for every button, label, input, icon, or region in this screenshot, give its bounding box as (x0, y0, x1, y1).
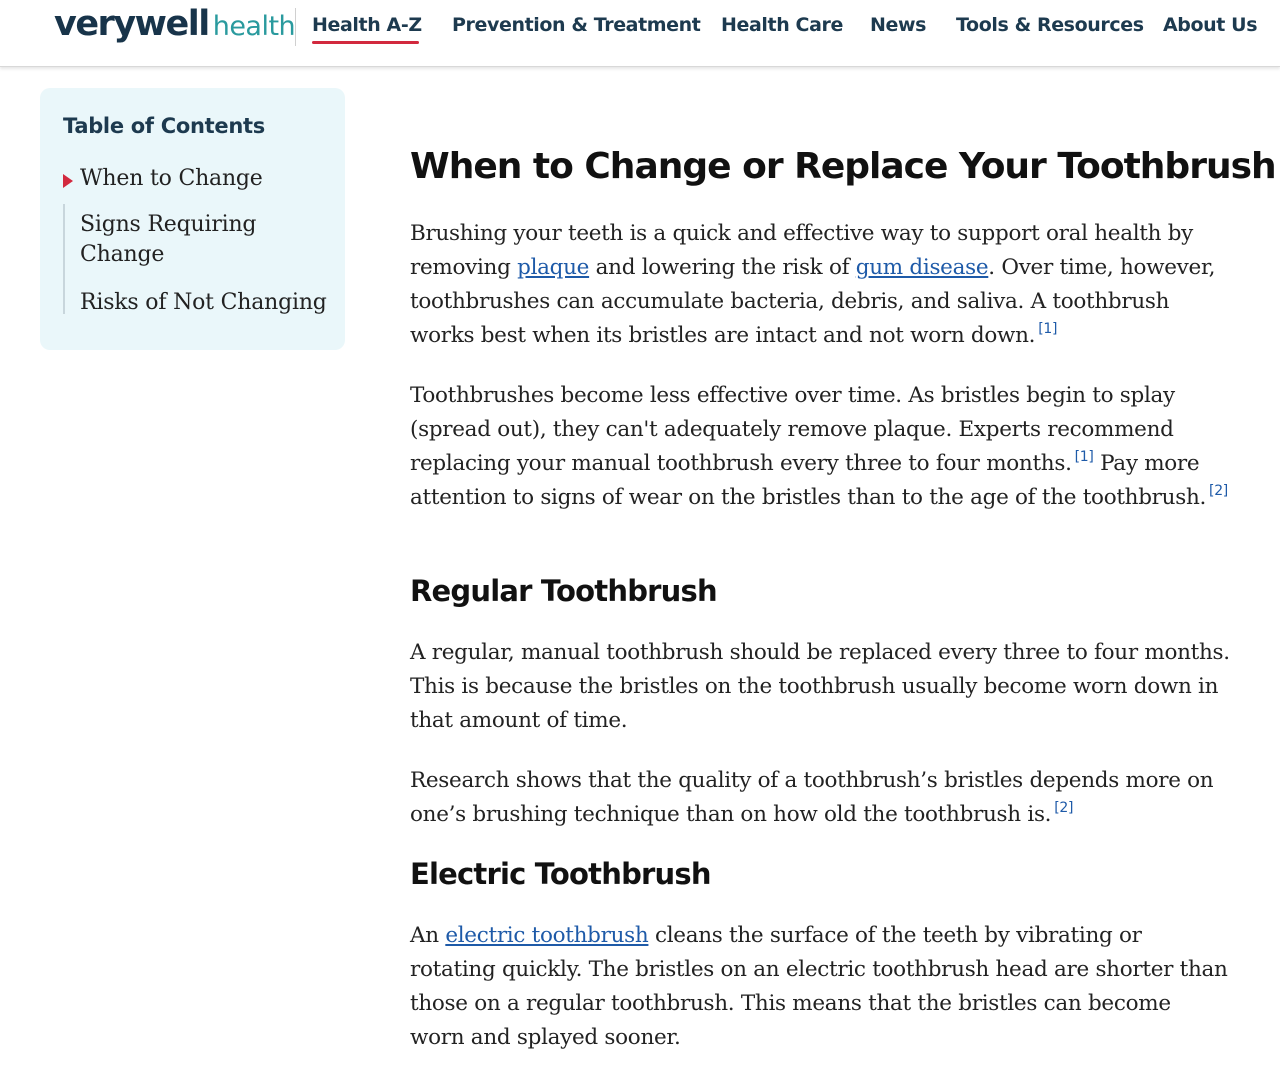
toc-item-when-to-change[interactable]: When to Change (80, 166, 263, 191)
paragraph-effectiveness (410, 379, 1230, 515)
paragraph-regular: A regular, manual toothbrush should be replaced every three to four months. This is because the bristles on the toothbrush usually become worn down in that amount of time. (410, 640, 1230, 733)
nav-news[interactable]: News (870, 14, 927, 36)
heading-electric-toothbrush: Electric Toothbrush (410, 857, 711, 891)
site-logo[interactable] (54, 4, 295, 52)
logo-divider (295, 8, 296, 46)
citation-1[interactable]: [1] (1038, 321, 1058, 337)
heading-regular-toothbrush: Regular Toothbrush (410, 574, 717, 608)
paragraph-text: Research shows that the quality of a toothbrush’s bristles depends more on one’s brushing technique than on how old the toothbrush is. (410, 768, 1214, 827)
nav-tools-resources[interactable]: Tools & Resources (956, 14, 1144, 36)
paragraph-text: Toothbrushes become less effective over time. As bristles begin to splay (spread out), they can't adequately remove plaque. Experts recommend replacing your manual toothbrush every three to four months. (410, 383, 1175, 476)
citation-1[interactable]: [1] (1074, 449, 1094, 465)
table-of-contents (40, 88, 345, 350)
toc-item-risks-of-not-changing[interactable]: Risks of Not Changing (80, 290, 327, 315)
toc-title: Table of Contents (63, 114, 265, 138)
logo-wordmark-primary: verywell (54, 4, 209, 44)
paragraph-research (410, 764, 1230, 832)
toc-item-signs-requiring-change[interactable]: Signs Requiring Change (80, 212, 257, 267)
article-title: When to Change or Replace Your Toothbrush (410, 146, 1276, 187)
paragraph-text: . Over time, however, toothbrushes can accumulate bacteria, debris, and saliva. A toothbrush works best when its bristles are intact and not worn down. (410, 255, 1216, 348)
nav-health-a-z[interactable]: Health A-Z (312, 14, 422, 36)
toc-divider (63, 204, 65, 314)
paragraph-text: Brushing your teeth is a quick and effective way to support oral health by removing (410, 221, 1194, 280)
paragraph-intro (410, 217, 1230, 353)
toc-current-arrow-icon (63, 174, 73, 188)
nav-active-indicator (312, 41, 419, 44)
paragraph-electric (410, 919, 1230, 1055)
link-plaque[interactable]: plaque (517, 255, 590, 280)
paragraph-text: Pay more attention to signs of wear on the bristles than to the age of the toothbrush. (410, 451, 1207, 510)
link-gum-disease[interactable]: gum disease (855, 255, 989, 280)
paragraph-text: and lowering the risk of (589, 255, 856, 280)
nav-about-us[interactable]: About Us (1163, 14, 1258, 36)
citation-2[interactable]: [2] (1209, 483, 1228, 499)
logo-wordmark-secondary: health (212, 11, 296, 42)
citation-2[interactable]: [2] (1054, 800, 1074, 816)
paragraph-text: An (410, 923, 446, 948)
paragraph-text: cleans the surface of the teeth by vibrating or rotating quickly. The bristles on an electric toothbrush head are shorter than those on a regular toothbrush. This means that the bristles can become worn and splayed sooner. (410, 923, 1228, 1050)
site-header (0, 0, 1280, 67)
link-electric-toothbrush[interactable]: electric toothbrush (445, 923, 649, 948)
nav-prevention-treatment[interactable]: Prevention & Treatment (452, 14, 701, 36)
nav-health-care[interactable]: Health Care (721, 14, 843, 36)
